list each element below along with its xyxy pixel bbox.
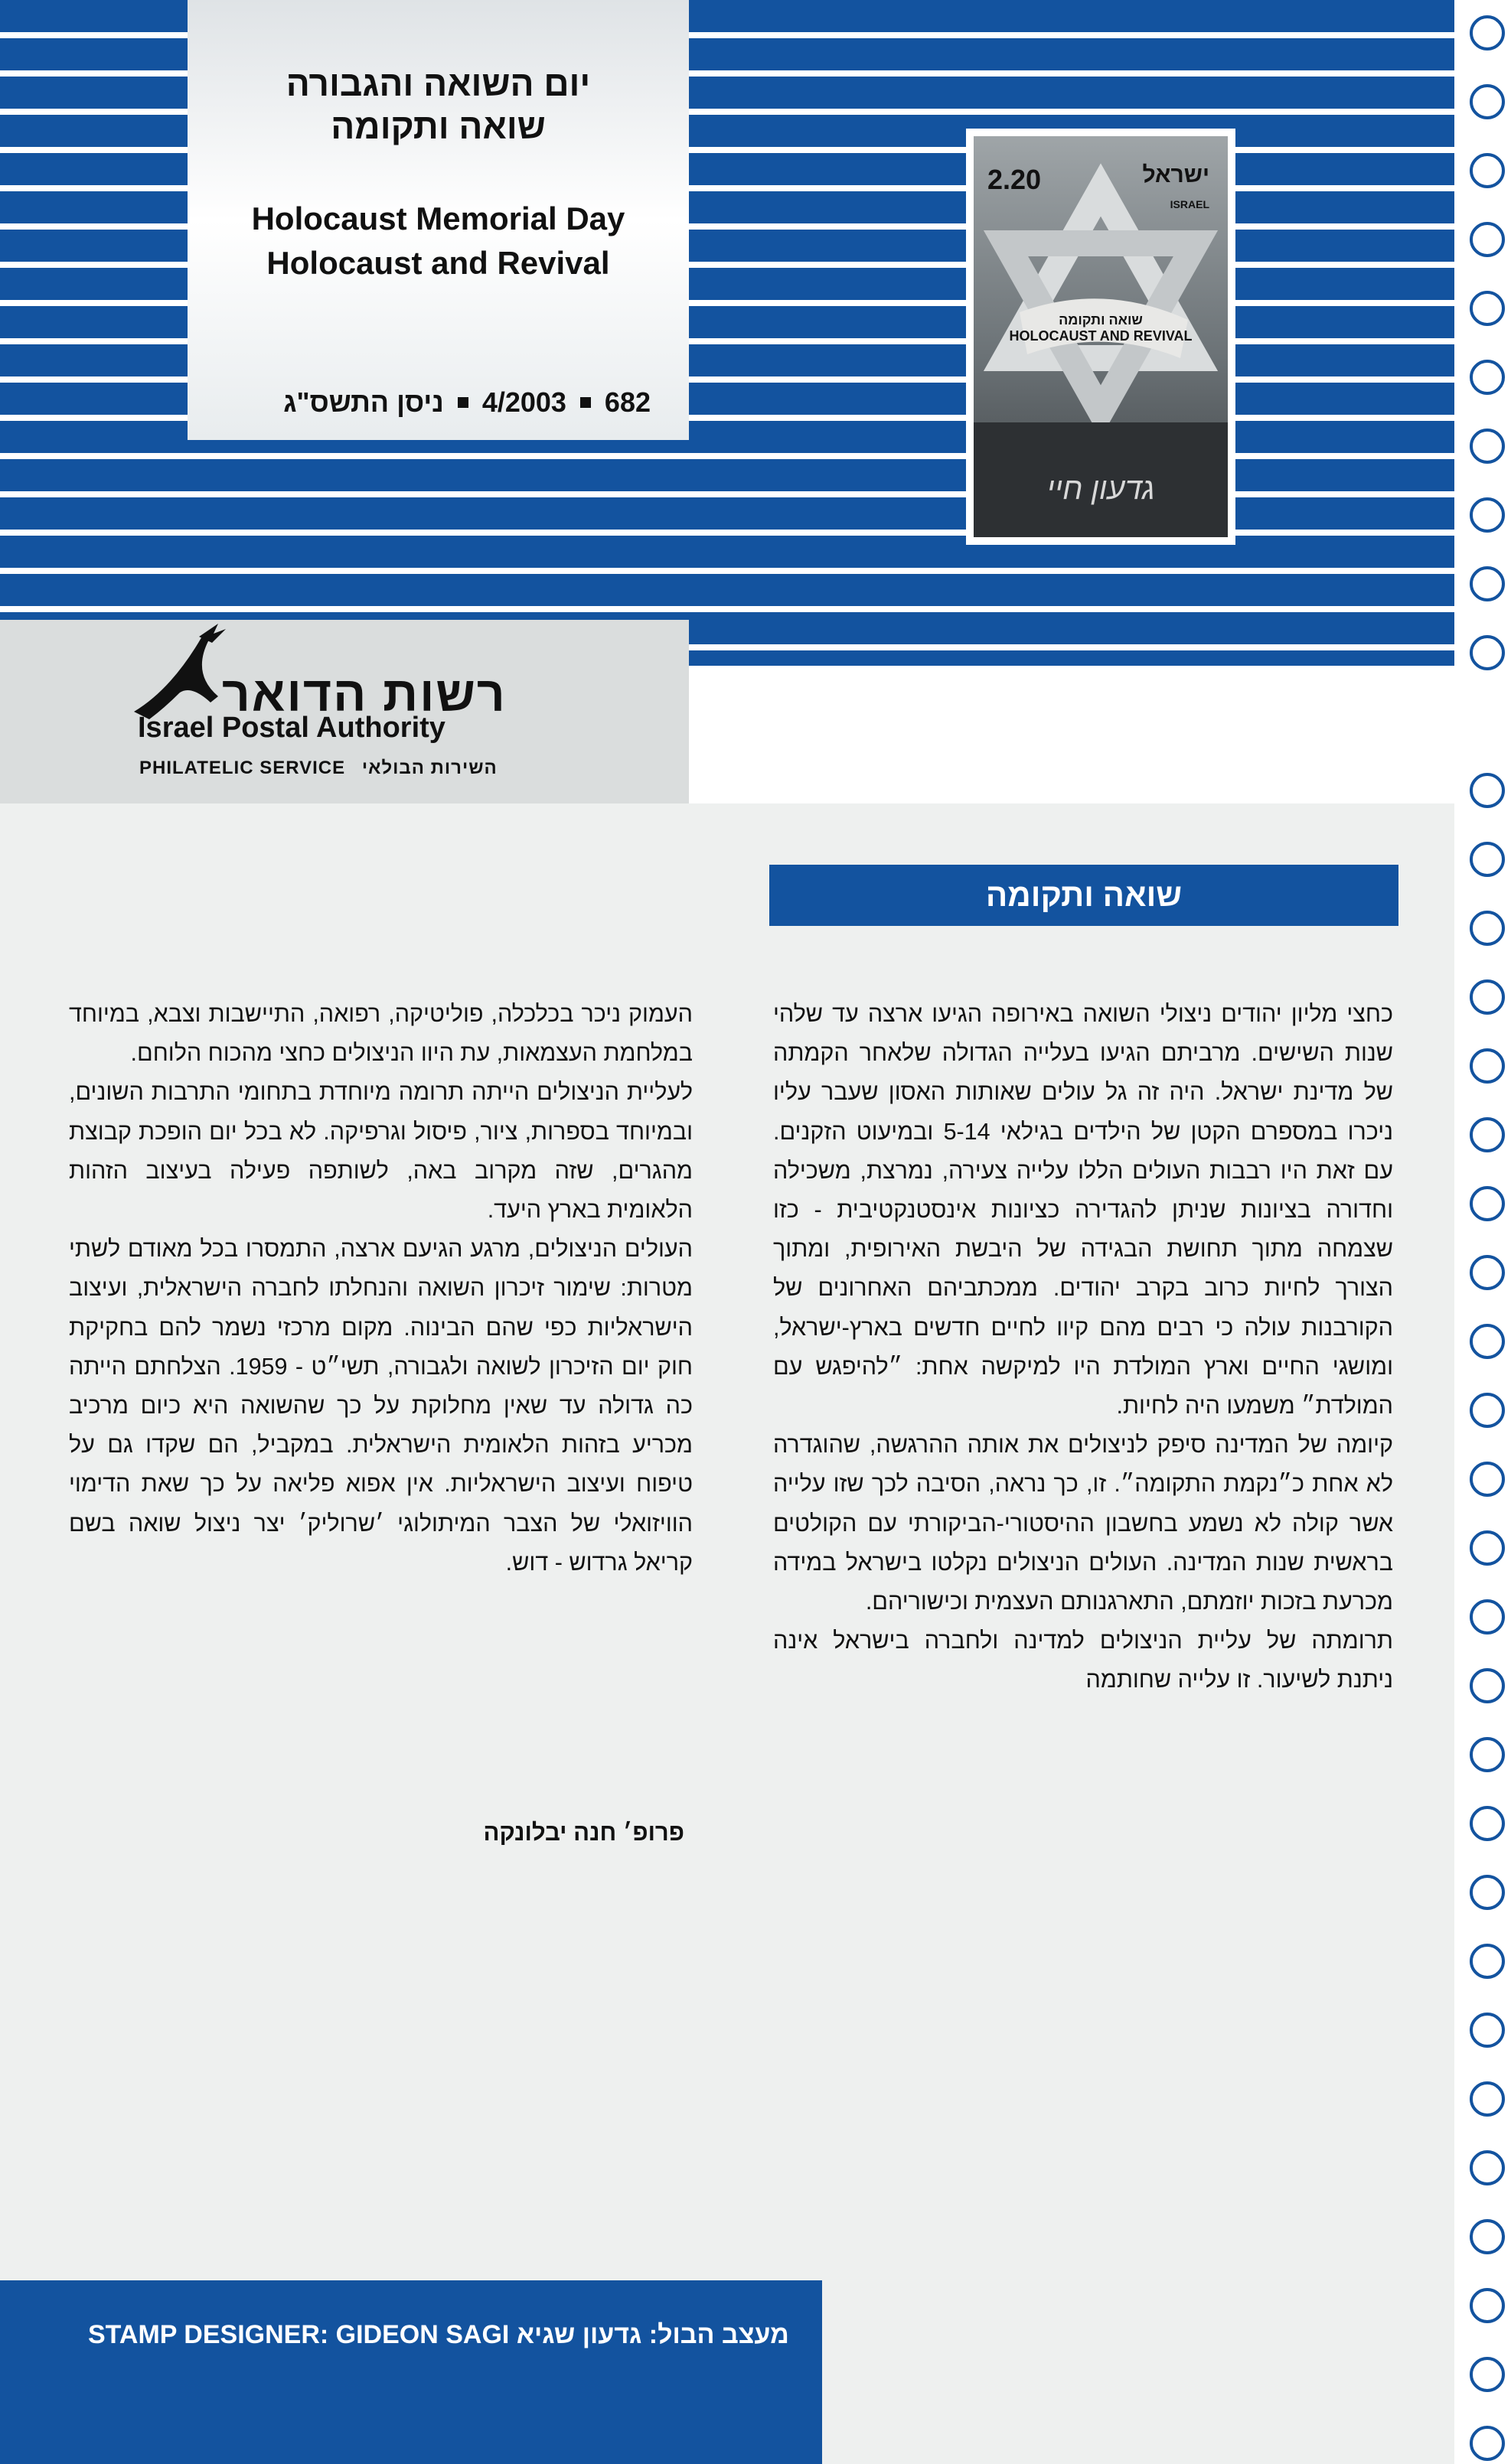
perforation — [1470, 566, 1505, 601]
perforation — [1470, 1048, 1505, 1084]
paragraph: קיומה של המדינה סיפק לניצולים את אותה ההרגשה, שהוגדרה לא אחת כ״נקמת התקומה״. זו, כך נראה, הסיבה לכך שזו עלייה אשר קולה לא נשמע בחשבון ההיסטורי-הביקורתי עם הקולטים בראשית שנות המדינה. העולים הניצולים נקלטו בישראל במידה מכרעת בזכות יוזמתם, התארגנותם העצמית וכישוריהם. — [773, 1432, 1393, 1615]
perforation — [1470, 1530, 1505, 1566]
perforation — [1470, 842, 1505, 877]
footer-bar — [0, 2280, 822, 2464]
stamp-country-hebrew: ישראל ISRAEL — [1142, 162, 1209, 210]
issue-date-hebrew: ניסן התשס"ג — [283, 386, 444, 418]
perforation — [1470, 1737, 1505, 1772]
perforation — [1470, 2426, 1505, 2461]
perforation — [1470, 1462, 1505, 1497]
perforation — [1470, 2288, 1505, 2323]
title-english-line2: Holocaust and Revival — [266, 245, 610, 281]
stamp — [966, 129, 1235, 545]
perforation — [1470, 2013, 1505, 2048]
title-english-line1: Holocaust Memorial Day — [251, 200, 625, 236]
perforation — [1470, 2150, 1505, 2185]
designer-hebrew: מעצב הבול: גדעון שגיא — [516, 2320, 789, 2349]
perforation — [1470, 911, 1505, 946]
philatelic-service — [139, 758, 498, 779]
stamp-tab — [974, 422, 1228, 537]
perforation — [1470, 497, 1505, 533]
stamp-image — [974, 136, 1228, 537]
perforation — [1470, 429, 1505, 464]
designer-english: STAMP DESIGNER: GIDEON SAGI — [88, 2320, 510, 2349]
paragraph: תרומתה של עליית הניצולים למדינה ולחברה בישראל אינה ניתנת לשיעור. זו עלייה שחותמה — [773, 1628, 1393, 1693]
perforation — [1470, 1875, 1505, 1910]
perforation — [1470, 1324, 1505, 1359]
title-box — [188, 0, 689, 440]
logo-hebrew: רשות הדואר — [222, 667, 507, 722]
bullet-icon — [580, 397, 591, 408]
perforation — [1470, 635, 1505, 670]
paragraph: לעליית הניצולים הייתה תרומה מיוחדת בתחומי התרבות השונים, ובמיוחד בספרות, ציור, פיסול וגרפיקה. לא בכל יום הופכת קבוצת מהגרים, שזה מקרוב באה, לשותפה פעילה בעיצוב הזהות הלאומית בארץ היעד. — [69, 1079, 693, 1224]
stamp-inscription-english: HOLOCAUST AND REVIVAL — [1009, 328, 1193, 344]
paragraph: כחצי מליון יהודים ניצולי השואה באירופה הגיעו ארצה עד שלהי שנות השישים. מרביתם הגיעו בעלייה הגדולה שלאחר הקמתה של מדינת ישראל. היה זה גל עולים שאותות האסון שעבר עליו ניכרו במספרם הקטן של הילדים בגילאי 5-14 ובמיעוט הזקנים. עם זאת היו רבבות העולים הללו עלייה צעירה, נמרצת, משכילה וחדורה בציונות שניתן להגדירה כציונות אינסטנקטיבית - כזו שצמחה מתוך תחושת הבגידה של היבשת האירופית, ומתוך הצורך לחיות כרוב בקרב יהודים. ממכתביהם האחרונים של הקורבנות עולה כי רבים מהם קיוו לחיים חדשים בארץ-ישראל, ומושגי החיים וארץ המולדת היו למיקשה אחת: ״להיפגש עם המולדת״ משמעו היה לחיות. — [773, 1001, 1393, 1419]
perforation — [1470, 153, 1505, 188]
philatelic-service-hebrew: השירות הבולאי — [361, 758, 498, 778]
article-heading: שואה ותקומה — [769, 865, 1398, 926]
perforation — [1470, 360, 1505, 395]
perforation — [1470, 2357, 1505, 2392]
perforation — [1470, 1806, 1505, 1841]
stamp-country-english: ISRAEL — [1170, 198, 1209, 210]
article-right-column — [773, 995, 1393, 1700]
perforation — [1470, 1186, 1505, 1221]
perforation — [1470, 15, 1505, 51]
issue-number: 682 — [604, 386, 651, 418]
perforation — [1470, 291, 1505, 326]
author-signature: פרופ׳ חנה יבלונקה — [483, 1819, 684, 1846]
perforation — [1470, 84, 1505, 119]
bullet-icon — [458, 397, 468, 408]
perforation — [1470, 979, 1505, 1015]
stamp-inscription — [974, 312, 1228, 344]
perforation — [1470, 1599, 1505, 1635]
perforation — [1470, 1255, 1505, 1290]
perforation — [1470, 1393, 1505, 1428]
perforation — [1470, 1117, 1505, 1152]
perforation — [1470, 2219, 1505, 2254]
stamp-tab-text: גדעון חיי — [1046, 472, 1155, 506]
issue-date: 4/2003 — [481, 386, 566, 418]
philatelic-service-english: PHILATELIC SERVICE — [139, 758, 346, 778]
stamp-value: 2.20 — [987, 164, 1042, 195]
stamp-inscription-hebrew: שואה ותקומה — [1059, 312, 1143, 328]
issue-line — [233, 386, 651, 419]
paragraph: העמוק ניכר בכלכלה, פוליטיקה, רפואה, התיישבות וצבא, במיוחד במלחמת העצמאות, עת היוו הניצולים כחצי מהכוח הלוחם. — [69, 1001, 693, 1067]
title-hebrew-line2: שואה ותקומה — [331, 106, 546, 146]
perforation — [1470, 2081, 1505, 2117]
perforation — [1470, 222, 1505, 257]
stamp-designer-credit — [88, 2320, 789, 2350]
perforation — [1470, 1668, 1505, 1703]
paragraph: העולים הניצולים, מרגע הגיעם ארצה, התמסרו בכל מאודם לשתי מטרות: שימור זיכרון השואה והנחלתו לחברה הישראלית, ועיצוב הישראליות כפי שהם הבינוה. מקום מרכזי נשמר להם בחקיקת חוק יום הזיכרון לשואה ולגבורה, תשי״ט - 1959. הצלחתם הייתה כה גדולה עד שאין מחלוקת על כך שהשואה היא כיום מרכיב מכריע בזהות הלאומית הישראלית. במקביל, הם שקדו גם על טיפוח ועיצוב הישראליות. אין אפוא פליאה על כך שאת הדימוי הוויזואלי של הצבר המיתולוגי ׳שרוליק׳ יצר ניצול שואה בשם קריאל גרדוש - דוש. — [69, 1236, 693, 1576]
title-hebrew-line1: יום השואה והגבורה — [286, 64, 591, 103]
article-left-column — [69, 995, 693, 1582]
perforated-edge — [1454, 0, 1511, 2464]
logo-english: Israel Postal Authority — [138, 712, 445, 744]
perforation — [1470, 773, 1505, 808]
perforation — [1470, 1944, 1505, 1979]
